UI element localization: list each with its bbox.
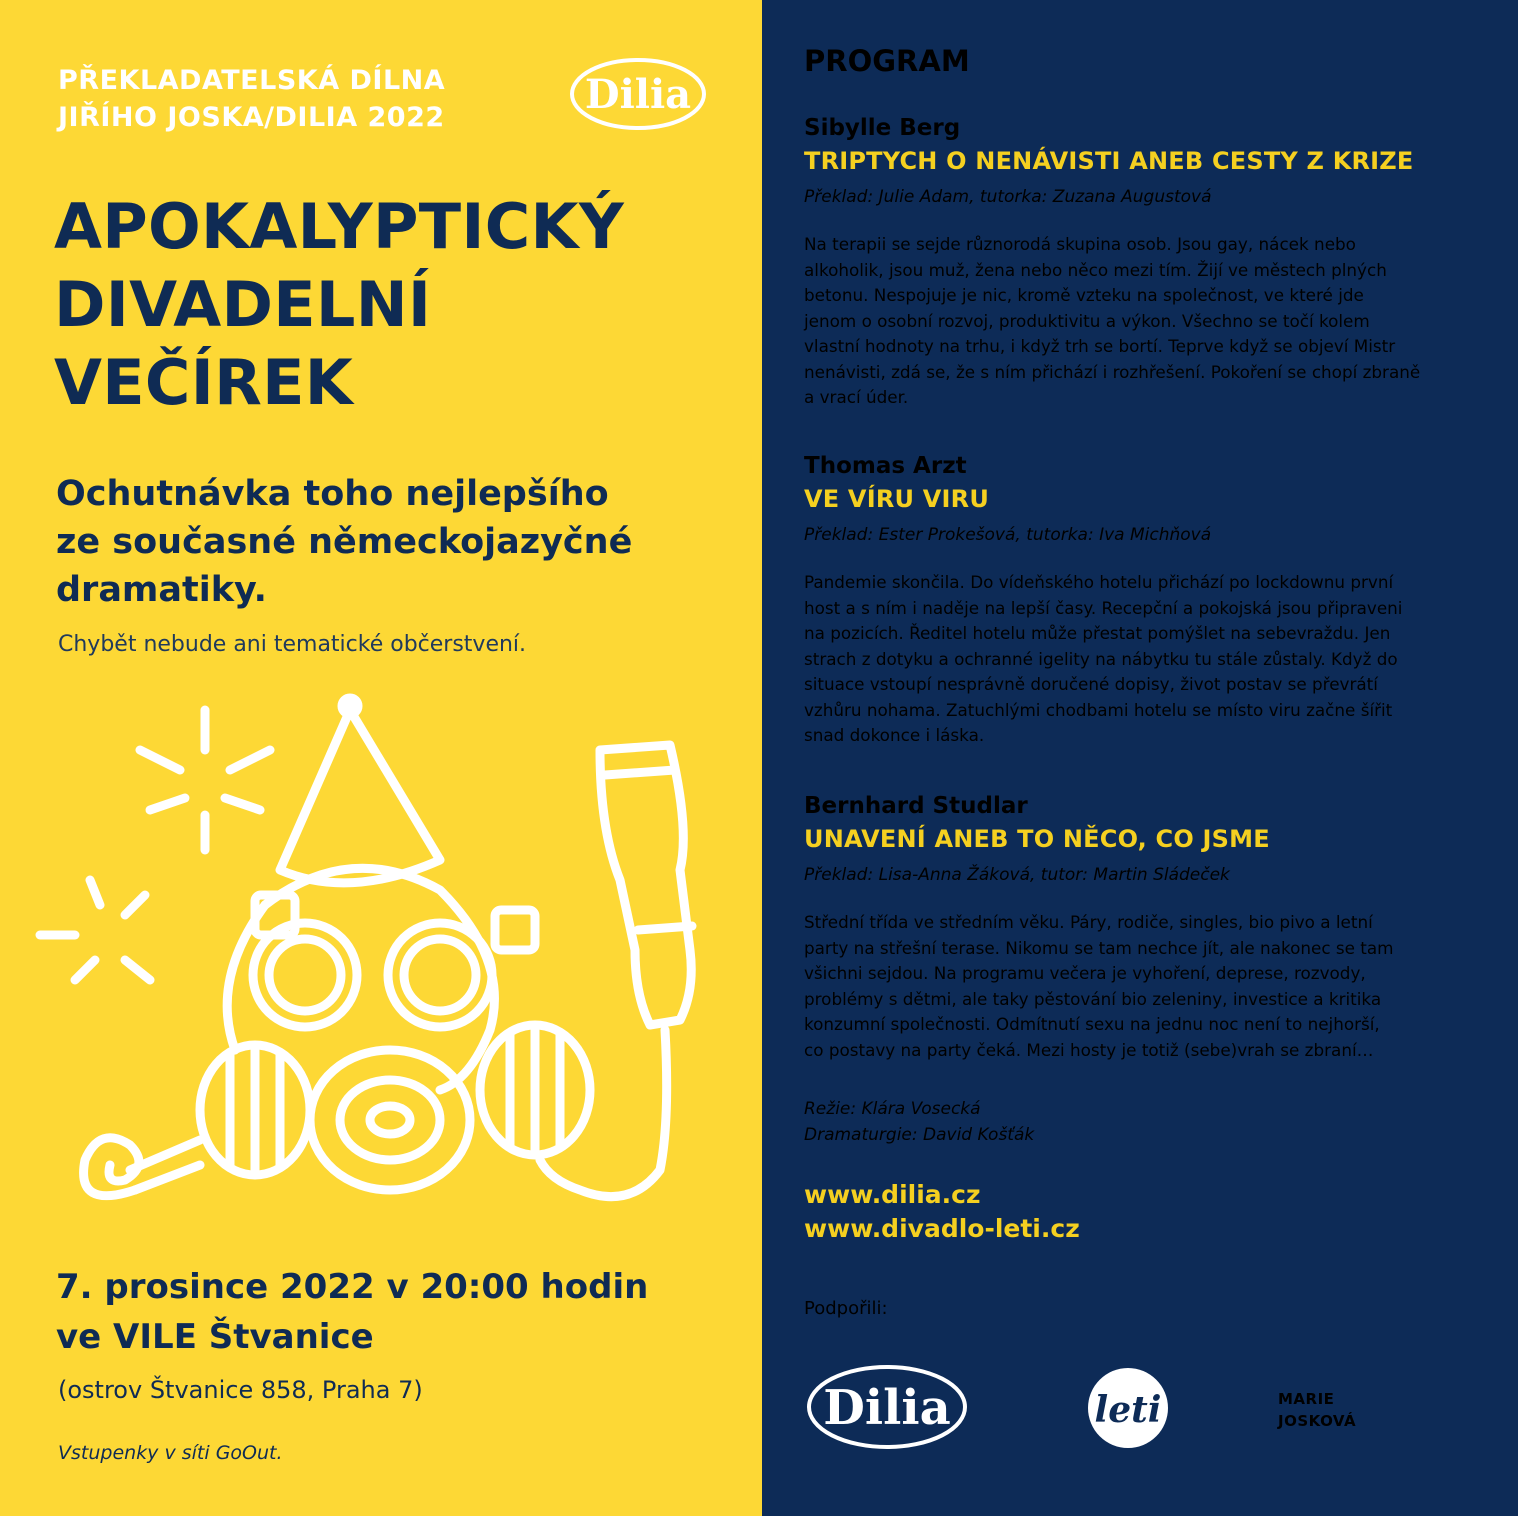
desc-line: Střední třída ve středním věku. Páry, rodiče, singles, bio pivo a letní xyxy=(804,912,1373,932)
author-name: Thomas Arzt xyxy=(804,453,967,479)
party-gas-mask-icon xyxy=(20,690,740,1250)
desc-line: host a s ním i naděje na lepší časy. Recepční a pokojská jsou připraveni xyxy=(804,597,1403,618)
link-divadlo-leti[interactable]: www.divadlo-leti.cz xyxy=(804,1214,1080,1243)
mask-filter xyxy=(480,1025,590,1155)
play-title: VE VÍRU VIRU xyxy=(804,485,990,513)
refreshment-note: Chybět nebude ani tematické občerstvení. xyxy=(58,632,527,657)
desc-line: vlastní hodnoty na trhu, i když trh se bortí. Teprve když se objeví Mistr xyxy=(804,336,1396,356)
subtitle-line: ze současné německojazyčné xyxy=(56,522,633,562)
play-title: UNAVENÍ ANEB TO NĚCO, CO JSME xyxy=(804,825,1270,853)
translation-credit: Překlad: Julie Adam, tutorka: Zuzana Augustová xyxy=(804,187,1212,207)
subtitle-line: dramatiky. xyxy=(56,570,267,610)
tickets-note: Vstupenky v síti GoOut. xyxy=(58,1442,283,1464)
program-entry xyxy=(804,450,1480,749)
author-name: Sibylle Berg xyxy=(804,115,961,141)
play-description xyxy=(804,570,1480,749)
mask-filter xyxy=(200,1045,310,1175)
program-heading: PROGRAM xyxy=(804,44,970,78)
sponsor-dilia-text: Dilia xyxy=(823,1380,951,1436)
kicker-line: PŘEKLADATELSKÁ DÍLNA xyxy=(58,65,446,96)
event-title xyxy=(54,188,754,422)
desc-line: strach z dotyku a ochranné igelity na nábytku tu stále zůstaly. Když do xyxy=(804,648,1398,669)
sparkle-icon xyxy=(140,710,270,850)
desc-line: snad dokonce i láska. xyxy=(804,725,985,745)
production-crew xyxy=(804,1096,1034,1148)
subtitle-line: Ochutnávka toho nejlepšího xyxy=(56,474,609,514)
desc-line: alkoholik, jsou muž, žena nebo něco mezi tím. Žijí ve městech plných xyxy=(804,259,1387,280)
sponsor-marie-joskova xyxy=(1278,1388,1356,1432)
event-date xyxy=(56,1262,746,1362)
desc-line: vzhůru nohama. Zatuchlými chodbami hotelu se místo viru začne šířit xyxy=(804,699,1393,720)
desc-line: a vrací úder. xyxy=(804,387,909,407)
dilia-logo xyxy=(568,56,708,132)
desc-line: na pozicích. Ředitel hotelu může přestat pomýšlet na sebevraždu. Jen xyxy=(804,623,1391,643)
play-description xyxy=(804,232,1480,411)
direction-credit: Režie: Klára Vosecká xyxy=(804,1099,981,1119)
desc-line: situace vstoupí nesprávně doručené dopisy, život postav se převrátí xyxy=(804,674,1378,694)
desc-line: problémy s dětmi, ale taky pěstování bio zeleniny, investice a kritika xyxy=(804,988,1382,1009)
translation-credit: Překlad: Lisa-Anna Žáková, tutor: Martin Sládeček xyxy=(804,865,1230,885)
date-line: 7. prosince 2022 v 20:00 hodin xyxy=(56,1267,649,1307)
translation-credit: Překlad: Ester Prokešová, tutorka: Iva Michňová xyxy=(804,525,1212,545)
kicker-line: JIŘÍHO JOSKA/DILIA 2022 xyxy=(58,102,445,133)
desc-line: jenom o osobní rozvoj, produktivitu a výkon. Všechno se točí kolem xyxy=(804,310,1370,331)
supported-by-label: Podpořili: xyxy=(804,1298,888,1319)
sponsor-leti-logo xyxy=(1082,1366,1174,1450)
sponsor-dilia-logo xyxy=(804,1362,970,1452)
website-links xyxy=(804,1178,1080,1246)
dramaturgy-credit: Dramaturgie: David Košťák xyxy=(804,1125,1035,1145)
play-title: TRIPTYCH O NENÁVISTI ANEB CESTY Z KRIZE xyxy=(804,147,1414,175)
title-line: VEČÍREK xyxy=(54,346,354,419)
link-dilia[interactable]: www.dilia.cz xyxy=(804,1180,981,1209)
desc-line: nenávisti, zdá se, že s ním přichází i rozhřešení. Pokoření se chopí zbraně xyxy=(804,361,1421,382)
sponsor-marie-line: JOSKOVÁ xyxy=(1278,1412,1357,1430)
venue-line: ve VILE Štvanice xyxy=(56,1317,374,1357)
desc-line: party na střešní terase. Nikomu se tam nechce jít, ale nakonec se tam xyxy=(804,937,1394,958)
author-name: Bernhard Studlar xyxy=(804,793,1028,819)
dilia-logo-text: Dilia xyxy=(584,71,692,118)
bottle-icon xyxy=(600,745,691,1025)
desc-line: konzumní společnosti. Odmítnutí sexu na jednu noc není to nejhorší, xyxy=(804,1014,1380,1034)
sponsor-marie-line: MARIE xyxy=(1278,1390,1335,1408)
title-line: APOKALYPTICKÝ xyxy=(54,190,625,263)
desc-line: všichni sejdou. Na programu večera je vyhoření, deprese, rozvody, xyxy=(804,963,1366,983)
title-line: DIVADELNÍ xyxy=(54,268,432,341)
event-subtitle xyxy=(56,470,736,614)
desc-line: betonu. Nespojuje je nic, kromě vzteku na společnost, ve které jde xyxy=(804,285,1364,305)
mask-valve xyxy=(310,1050,470,1190)
party-hat-icon xyxy=(280,710,440,883)
desc-line: Na terapii se sejde různorodá skupina osob. Jsou gay, nácek nebo xyxy=(804,234,1356,254)
sparkle-icon xyxy=(40,880,150,980)
desc-line: Pandemie skončila. Do vídeňského hotelu přichází po lockdownu první xyxy=(804,572,1394,592)
sponsor-leti-text: leti xyxy=(1094,1389,1162,1431)
event-address: (ostrov Štvanice 858, Praha 7) xyxy=(58,1376,423,1404)
play-description xyxy=(804,910,1480,1063)
program-entry xyxy=(804,790,1480,1063)
program-entry xyxy=(804,112,1480,411)
workshop-kicker xyxy=(58,62,538,136)
desc-line: co postavy na party čeká. Mezi hosty je totiž (sebe)vrah se zbraní… xyxy=(804,1039,1374,1060)
